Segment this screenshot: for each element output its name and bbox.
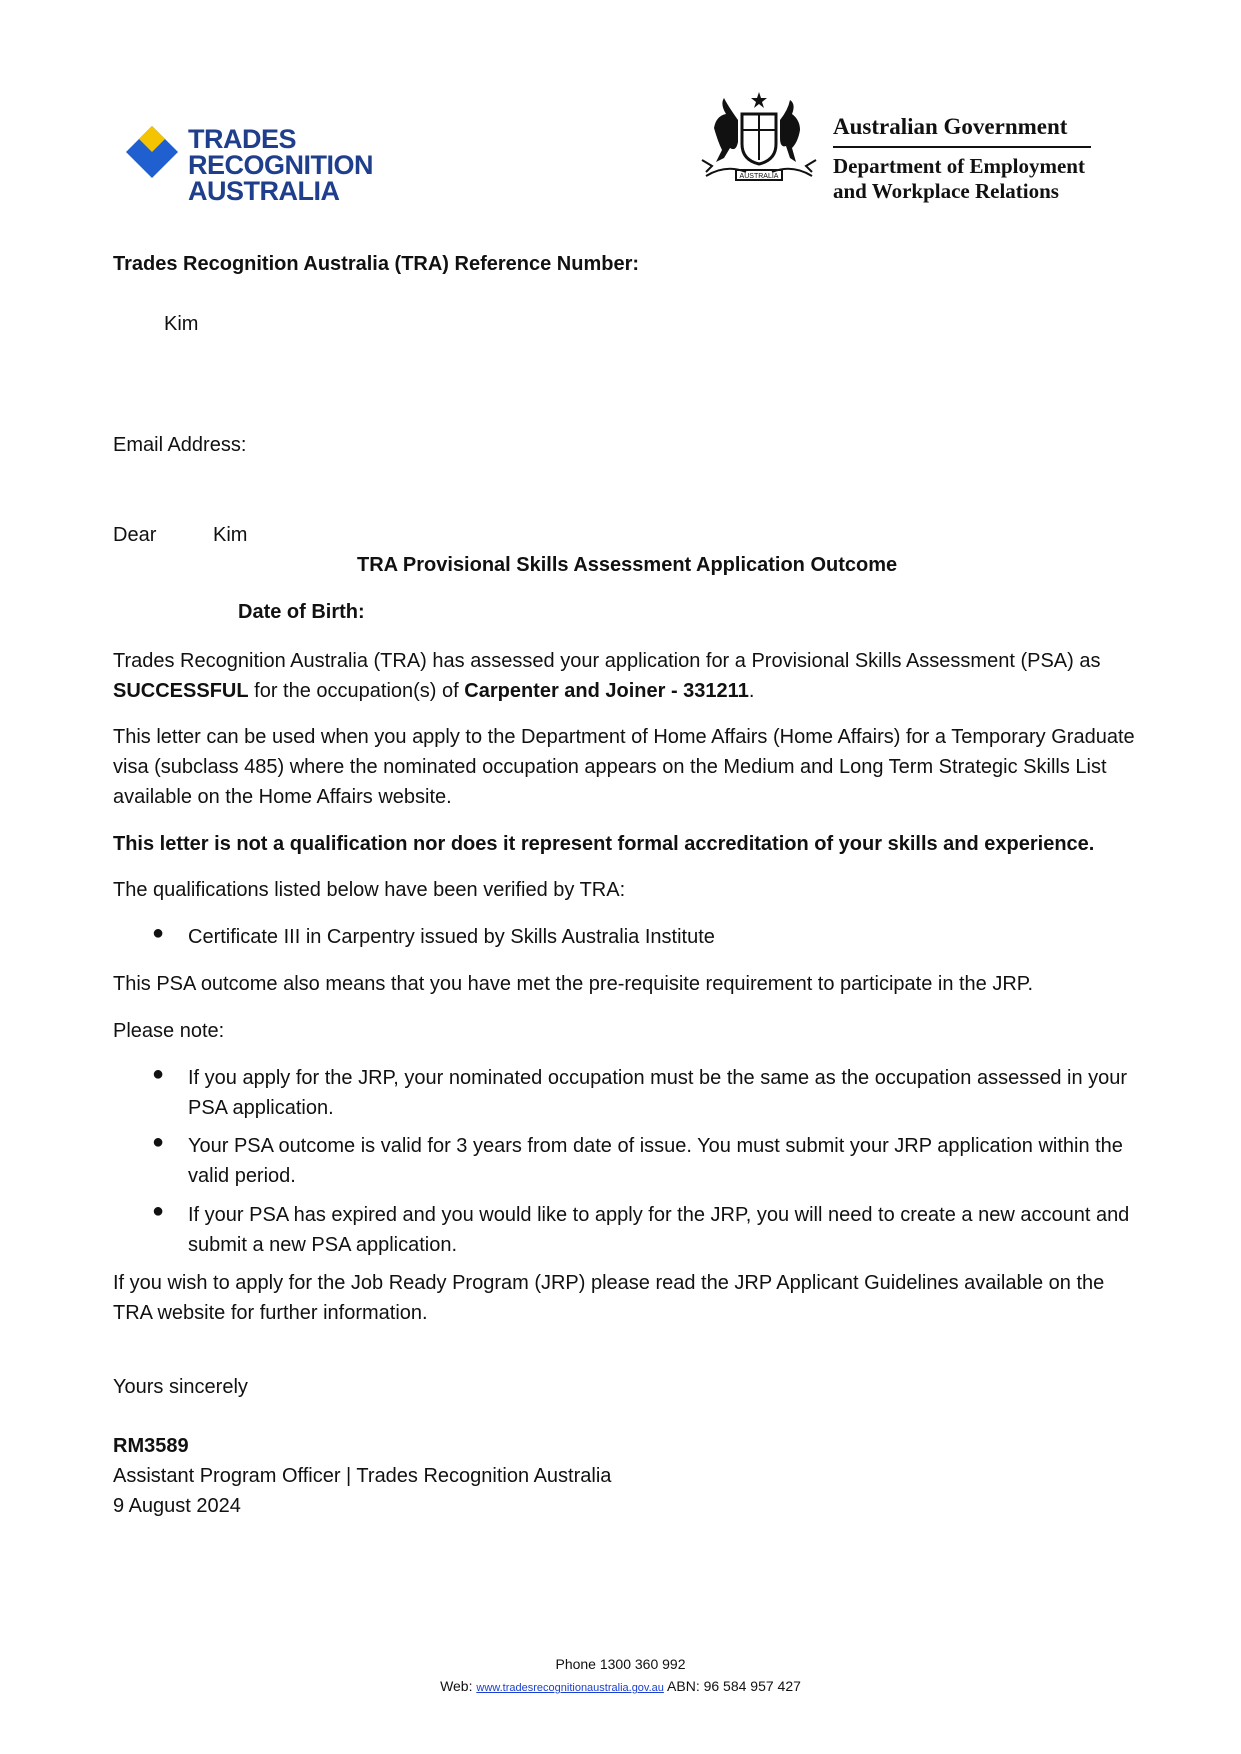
letter-subject: TRA Provisional Skills Assessment Application Outcome: [357, 554, 898, 576]
outcome-text-1: Trades Recognition Australia (TRA) has assessed your application for a Provisional Skills Assessment (PSA) as: [113, 650, 1101, 672]
footer-abn: ABN: 96 584 957 427: [667, 1678, 801, 1694]
outcome-paragraph: [113, 646, 1143, 706]
bullet-icon: ●: [152, 922, 165, 944]
coat-of-arms-icon: [698, 90, 820, 190]
disclaimer-paragraph: This letter is not a qualification nor does it represent formal accreditation of your skills and experience.: [113, 833, 1095, 855]
qualification-item: Certificate III in Carpentry issued by Skills Australia Institute: [188, 926, 715, 948]
government-logo: [698, 90, 1098, 210]
footer-phone: Phone 1300 360 992: [555, 1656, 686, 1672]
closing-paragraph: If you wish to apply for the Job Ready Program (JRP) please read the JRP Applicant Guidelines available on the TRA website for further information.: [113, 1272, 1105, 1324]
salutation: Dear: [113, 524, 157, 546]
crest-label: AUSTRALIA: [739, 173, 779, 180]
dob-label: Date of Birth:: [238, 601, 365, 623]
footer-web-label: Web:: [440, 1678, 473, 1694]
tra-logo-text: [188, 126, 484, 204]
government-title: Australian Government: [833, 114, 1068, 139]
note-item: If you apply for the JRP, your nominated occupation must be the same as the occupation assessed in your PSA application.: [188, 1067, 1128, 1119]
note-item: Your PSA outcome is valid for 3 years from date of issue. You must submit your JRP application within the valid period.: [188, 1135, 1123, 1187]
email-label: Email Address:: [113, 434, 247, 456]
tra-logo-line-1: TRADES RECOGNITION: [188, 124, 374, 180]
department-line-1: Department of Employment: [833, 154, 1085, 178]
bullet-icon: ●: [152, 1131, 165, 1153]
department-name: [833, 154, 1085, 204]
letter-date: 9 August 2024: [113, 1495, 241, 1517]
bullet-icon: ●: [152, 1200, 165, 1222]
outcome-text-2: for the occupation(s) of: [248, 680, 465, 702]
outcome-occupation: Carpenter and Joiner - 331211: [464, 680, 749, 702]
jrp-paragraph: This PSA outcome also means that you have met the pre-requisite requirement to participate in the JRP.: [113, 973, 1034, 995]
outcome-result: SUCCESSFUL: [113, 680, 249, 702]
qualifications-intro: The qualifications listed below have been verified by TRA:: [113, 879, 626, 901]
reference-label: Trades Recognition Australia (TRA) Reference Number:: [113, 253, 640, 275]
tra-diamond-icon: [124, 124, 180, 180]
footer-web: [0, 1678, 1241, 1694]
salutation-name: Kim: [213, 524, 248, 546]
tra-logo: [124, 118, 484, 206]
signoff: Yours sincerely: [113, 1376, 248, 1398]
footer-web-link[interactable]: www.tradesrecognitionaustralia.gov.au: [476, 1682, 664, 1694]
signatory-id: RM3589: [113, 1435, 189, 1457]
recipient-name: Kim: [164, 313, 199, 335]
tra-logo-line-2: AUSTRALIA: [188, 176, 340, 206]
note-label: Please note:: [113, 1020, 225, 1042]
outcome-text-3: .: [748, 680, 755, 702]
department-line-2: and Workplace Relations: [833, 179, 1059, 203]
government-divider: [833, 146, 1091, 148]
bullet-icon: ●: [152, 1063, 165, 1085]
note-item: If your PSA has expired and you would like to apply for the JRP, you will need to create a new account and submit a new PSA application.: [188, 1204, 1130, 1256]
visa-paragraph: This letter can be used when you apply to the Department of Home Affairs (Home Affairs) for a Temporary Graduate visa (subclass 485) where the nominated occupation appears on the Medium and Long Term Strategic Skills List available on the Home Affairs website.: [113, 726, 1135, 808]
signatory-title: Assistant Program Officer | Trades Recognition Australia: [113, 1465, 612, 1487]
